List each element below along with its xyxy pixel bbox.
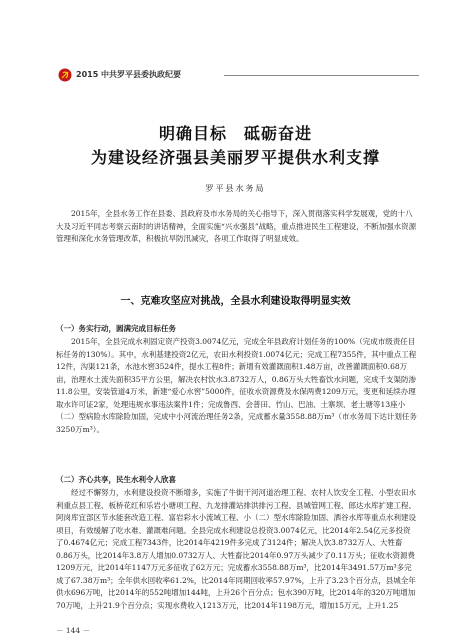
running-header [58,68,418,82]
header-text: 2015 中共罗平县委执政纪要 [76,70,182,79]
paragraph-1-text: 2015年，全县完成水利固定资产投资3.0074亿元，完成全年县政府计划任务的100%（完成市级责任目标任务的130%）。其中，水利基建投资2亿元，农田水利投资1.0074亿元；完成工程7355件，其中重点工程12件，沟渠121条，水池水窖3524件，提水工程8件；新增有效灌溉面积1.48万亩，改善灌溉面积0.68万亩，治理水土流失面积35平方公里，解决农村饮水3.8732万人，0.86万头大牲畜饮水问题，完成千支渠防渗11.8公里，安装管道4万米，新建“爱心水窖”5000件，征收水资源费及水保两费1209万元，变更和延续办理取水许可证2家，处理违规水事违法案件1件；完成鲁西、会普田、竹山、巴油、土寨坝、老土塘等13座小（二）型病险水库除险加固，完成中小河流治理任务2条，完成蓄水量3558.88万m³（市水务局下达计划任务3250万m³）。 [56,337,417,434]
article-title-line-1: 明确目标 砥砺奋进 [158,124,312,143]
party-emblem-icon [58,68,72,82]
paragraph-2-text: 经过不懈努力，水利建设投资不断增多，实施了牛街干河河道治理工程、农村人饮安全工程、小型农田水利重点县工程、板桥花红和乐岩小塘项工程、九龙排灌站排洪排污工程、县城管网工程、郎达水库扩建工程、阿岗库宜部区节水能套改造工程、富岩彩水小流域工程、小（二）型水库除险加固、洒谷水库等重点水利建设项目，有效缓解了吃水难、灌溉难问题。全县完成水利建设总投资3.0074亿元，比2014年2.54亿元多投资了0.4674亿元；完成工程7343件，比2014年4219件多完成了3124件；解决人饮3.8732万人、大牲畜0.86万头，比2014年3.8万人增加0.0732万人、大牲畜比2014年0.97万头减少了0.11万头；征收水资源费1209万元，比2014年1147万元多征收了62万元；完成蓄水3558.88万m³，比2014年3491.57万m³多完成了67.38万m³；全年供水回收率61.2%，比2014年同期回收率57.97%，上升了3.23个百分点，县城全年供水696万吨，比2014年的552吨增加144吨，上升26个百分点；包水390万吨，比2014年的320万吨增加70万吨，上升21.9个百分点；实现水费收入1213万元，比2014年1198万元，增加15万元，上升1.25 [56,488,416,610]
subheading-2: （二）齐心共享，民生水利令人欣喜 [56,475,176,484]
article-title-line-2: 为建设经济强县美丽罗平提供水利支撑 [90,148,380,167]
intro-paragraph [56,208,418,246]
intro-text: 2015年，全县水务工作在县委、县政府及市水务局的关心指导下，深入贯彻落实科学发展观，党的十八大及习近平同志考察云南时的讲话精神，全面实施“兴水强县”战略，重点推进民生工程建设，不断加强水资源管理和深化水务管理改革，积极抗旱防汛减灾，各项工作取得了明显成效。 [56,209,417,243]
paragraph-1 [56,336,418,436]
subheading-1: （一）务实行动，圆满完成目标任务 [56,324,176,333]
paragraph-2 [56,487,418,612]
author-byline: 罗平县水务局 [205,184,266,193]
section-heading-1: 一、克难攻坚应对挑战，全县水利建设取得明显实效 [120,296,351,307]
page-number: － 144 － [56,626,91,635]
header-rule [224,75,419,76]
